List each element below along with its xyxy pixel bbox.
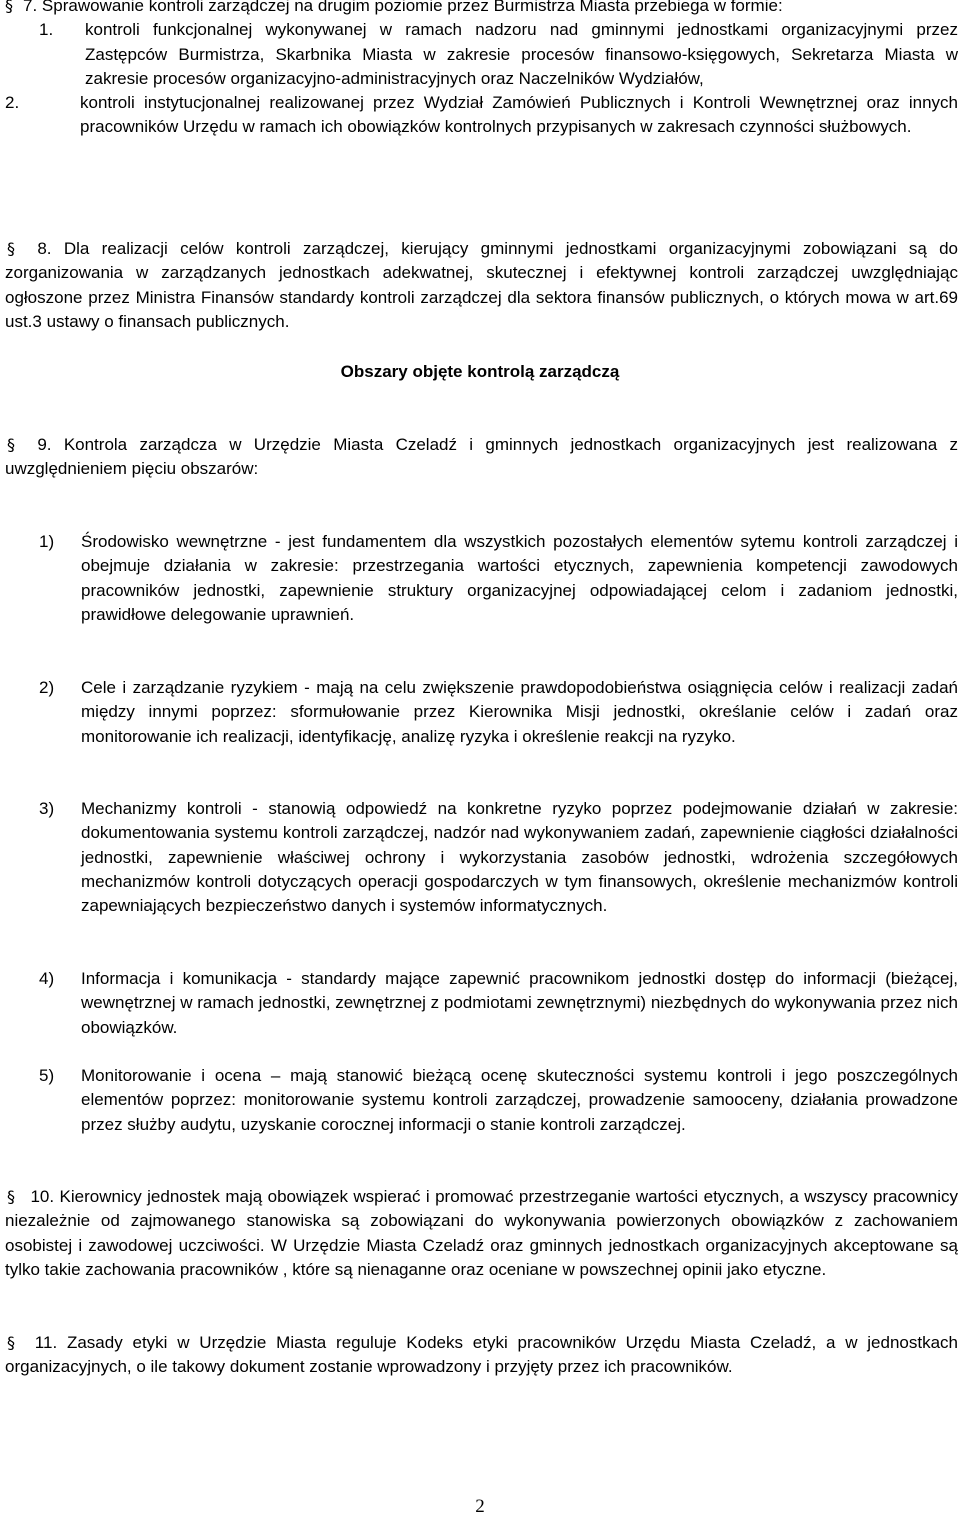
list-item-text: Informacja i komunikacja - standardy mające zapewnić pracownikom jednostki dostęp do informacji (bieżącej, wewnętrznej w ramach jednostki, zewnętrznej z podmiotami zewnętrznymi) niezbędnych do wykonywania przez nich obowiązków. xyxy=(81,969,958,1037)
list-item xyxy=(5,91,958,140)
list-item xyxy=(5,1064,958,1137)
paragraph-11-text: Zasady etyki w Urzędzie Miasta reguluje Kodeks etyki pracowników Urzędu Miasta Czeladź, a w jednostkach organizacyjnych, o ile takowy dokument zostanie wprowadzony i przyjęty przez ich pracowników. xyxy=(5,1333,958,1377)
paragraph-11-body xyxy=(5,1331,958,1380)
area-list xyxy=(5,797,958,918)
paragraph-11-label: 11. xyxy=(34,1333,58,1352)
list-item-text: kontroli funkcjonalnej wykonywanej w ramach nadzoru nad gminnymi jednostkami organizacyjnymi przez Zastępców Burmistrza, Skarbnika Miasta w zakresie procesów finansowo-księgowych, Sekretarza Miasta w zakresie procesów organizacyjno-administracyjnych oraz Naczelników Wydziałów, xyxy=(85,20,958,88)
paragraph-10-label: 10. xyxy=(30,1187,55,1206)
list-item-number: 1) xyxy=(39,532,55,551)
section-symbol: § xyxy=(7,239,15,258)
list-item xyxy=(5,797,958,918)
area-list xyxy=(5,967,958,1040)
list-item-text: Monitorowanie i ocena – mają stanowić bieżącą ocenę skuteczności systemu kontroli i jego poszczególnych elementów poprzez: monitorowanie systemu kontroli zarządczej, prowadzenie samooceny, działania prowadzone przez służby audytu, uzyskanie corocznej informacji o stanie kontroli zarządczej. xyxy=(81,1066,958,1134)
section-symbol: § xyxy=(7,435,15,454)
area-list xyxy=(5,530,958,627)
paragraph-9-label: 9. xyxy=(37,435,52,454)
paragraph-8-body xyxy=(5,237,958,334)
page-number: 2 xyxy=(475,1496,485,1517)
paragraph-7-text: Sprawowanie kontroli zarządczej na drugim poziomie przez Burmistrza Miasta przebiega w formie: xyxy=(41,0,783,15)
list-item-text: Mechanizmy kontroli - stanowią odpowiedź na konkretne ryzyko poprzez podejmowanie działań w zakresie: dokumentowania systemu kontroli zarządczej, nadzór nad wykonywaniem zadań, zapewnienie ciągłości działalności jednostki, zapewnienie właściwej ochrony i wykorzystania zasobów jednostki, wdrożenia szczegółowych mechanizmów kontroli dotyczących operacji gospodarczych w tym finansowych, określenie mechanizmów kontroli zapewniających bezpieczeństwo danych i systemów informatycznych. xyxy=(81,799,958,916)
paragraph-7-label: 7. xyxy=(23,0,38,15)
section-symbol: § xyxy=(7,1333,15,1352)
list-item-text: Cele i zarządzanie ryzykiem - mają na celu zwiększenie prawdopodobieństwa osiągnięcia celów i realizacji zadań między innymi poprzez: sformułowanie przez Kierownika Misji jednostki, określanie celów i zadań oraz monitorowanie ich realizacji, identyfikację, analizę ryzyka i określenie reakcji na ryzyko. xyxy=(81,678,958,746)
area-list xyxy=(5,1064,958,1137)
list-item-text: Środowisko wewnętrzne - jest fundamentem dla wszystkich pozostałych elementów sytemu kontroli zarządczej i obejmuje działania w zakresie: przestrzegania wartości etycznych, zapewnienia kompetencji zawodowych pracowników jednostki, zapewnienie struktury organizacyjnej odpowiadającej celom i zadaniom jednostki, prawidłowe delegowanie uprawnień. xyxy=(81,532,958,624)
paragraph-9-text: Kontrola zarządcza w Urzędzie Miasta Czeladź i gminnych jednostkach organizacyjnych jest realizowana z uwzględnieniem pięciu obszarów: xyxy=(5,435,958,479)
area-list xyxy=(5,676,958,749)
list-item xyxy=(5,18,958,91)
paragraph-10 xyxy=(5,1185,958,1282)
list-item-number: 2. xyxy=(5,93,20,113)
list-item-number: 2) xyxy=(39,678,55,697)
paragraph-9 xyxy=(5,433,958,482)
paragraph-10-text: Kierownicy jednostek mają obowiązek wspierać i promować przestrzeganie wartości etycznych, a wszyscy pracownicy niezależnie od zajmowanego stanowiska są zobowiązani do wykonywania powierzonych obowiązków z zachowaniem osobistej i zawodowej uczciwości. W Urzędzie Miasta Czeladź oraz gminnych jednostkach organizacyjnych akceptowane są tylko takie zachowania pracowników , które są nienaganne oraz oceniane w powszechnej opinii jako etyczne. xyxy=(5,1187,958,1279)
list-item xyxy=(5,676,958,749)
paragraph-8-label: 8. xyxy=(37,239,52,258)
section-heading: Obszary objęte kontrolą zarządczą xyxy=(340,362,620,381)
list-item-number: 1. xyxy=(39,20,54,40)
list-item-number: 3) xyxy=(39,799,55,818)
paragraph-9-body xyxy=(5,433,958,482)
list-item xyxy=(5,530,958,627)
paragraph-8 xyxy=(5,237,958,334)
list-item-number: 4) xyxy=(39,969,55,988)
section-symbol: § xyxy=(7,1187,15,1206)
paragraph-7-intro xyxy=(5,0,958,18)
list-item-number: 5) xyxy=(39,1066,55,1085)
paragraph-10-body xyxy=(5,1185,958,1282)
paragraph-11 xyxy=(5,1331,958,1380)
section-symbol: § xyxy=(5,0,13,15)
paragraph-8-text: Dla realizacji celów kontroli zarządczej, kierujący gminnymi jednostkami organizacyjnymi zobowiązani są do zorganizowania w zarządzanych jednostkach adekwatnej, skutecznej i efektywnej kontroli zarządczej uwzględniając ogłoszone przez Ministra Finansów standardy kontroli zarządczej dla sektora finansów publicznych, o których mowa w art.69 ust.3 ustawy o finansach publicznych. xyxy=(5,239,959,331)
list-item-text: kontroli instytucjonalnej realizowanej przez Wydział Zamówień Publicznych i Kontroli Wewnętrznej oraz innych pracowników Urzędu w ramach ich obowiązków kontrolnych przypisanych w zakresach czynności służbowych. xyxy=(80,93,958,137)
paragraph-7 xyxy=(5,0,958,140)
list-item xyxy=(5,967,958,1040)
